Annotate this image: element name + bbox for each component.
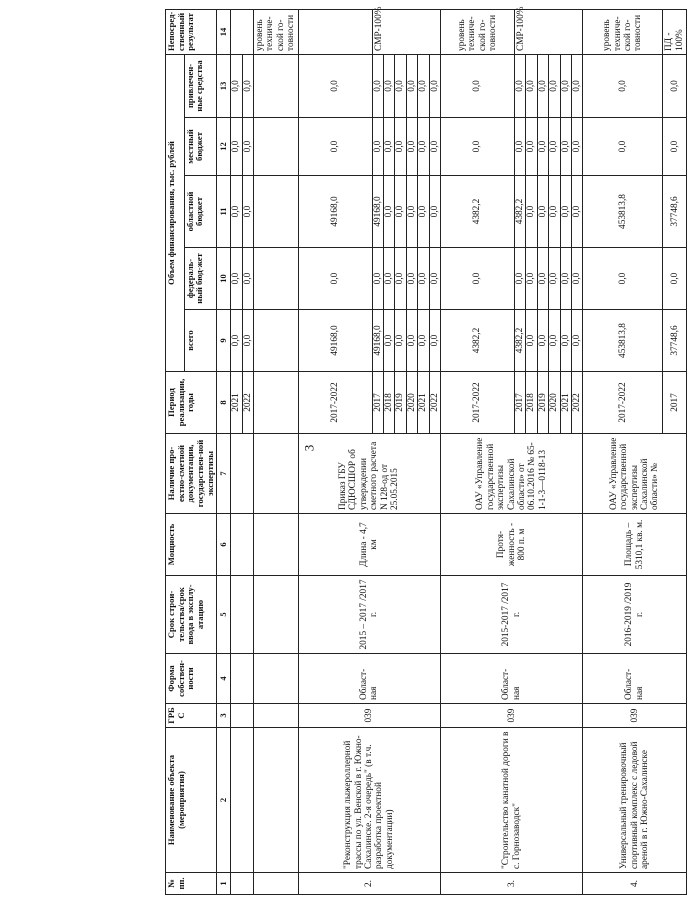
result-cell: СМР-100% xyxy=(372,9,440,54)
column-number: 14 xyxy=(217,9,231,54)
header-docs: Наличие про-ектно-сметной документации, государствен-ной экспертизы xyxy=(166,434,217,514)
header-attracted: привлечен-ные средства xyxy=(184,54,217,117)
empty-cell xyxy=(253,576,298,654)
object-term: 2016-2019 /2019 г. xyxy=(583,576,687,654)
year-cell: 2021 xyxy=(231,372,242,434)
federal-summary: 0,0 xyxy=(583,248,663,310)
total-cell: 4382,2 xyxy=(515,310,526,372)
column-number: 11 xyxy=(217,176,231,248)
total-cell: 0,0 xyxy=(418,310,429,372)
regional-cell: 0,0 xyxy=(383,176,394,248)
year-cell: 2017 xyxy=(515,372,526,434)
federal-summary: 0,0 xyxy=(298,248,372,310)
header-total: всего xyxy=(184,310,217,372)
total-cell: 37748,6 xyxy=(663,310,687,372)
object-capacity: Длина - 4,7 км xyxy=(298,514,440,576)
regional-cell: 0,0 xyxy=(537,176,548,248)
empty-cell xyxy=(231,514,254,576)
attracted-cell: 0,0 xyxy=(231,54,242,117)
object-row xyxy=(583,9,663,894)
header-ownership: Форма собствен-ности xyxy=(166,654,217,704)
attracted-cell: 0,0 xyxy=(418,54,429,117)
attracted-cell: 0,0 xyxy=(663,54,687,117)
attracted-cell: 0,0 xyxy=(515,54,526,117)
empty-cell xyxy=(253,54,298,117)
header-name: Наименование объекта (мероприятия) xyxy=(166,728,217,873)
local-cell: 0,0 xyxy=(572,118,583,176)
object-name: Универсальный тренировочный спортивный комплекс с ледовой ареной в г. Южно-Сахалинске xyxy=(583,728,687,873)
object-term: 2015-2017 /2017 г. xyxy=(441,576,583,654)
result-cell xyxy=(231,9,254,54)
empty-cell xyxy=(253,654,298,704)
attracted-cell: 0,0 xyxy=(572,54,583,117)
federal-cell: 0,0 xyxy=(429,248,440,310)
empty-cell xyxy=(253,728,298,873)
total-cell: 0,0 xyxy=(549,310,560,372)
object-docs: ОАУ «Управление государственной экспертизы Сахалинской области» № xyxy=(583,434,687,514)
object-row xyxy=(441,9,515,894)
federal-cell: 0,0 xyxy=(231,248,242,310)
local-cell: 0,0 xyxy=(406,118,417,176)
regional-cell: 0,0 xyxy=(572,176,583,248)
local-cell: 0,0 xyxy=(537,118,548,176)
total-cell: 0,0 xyxy=(526,310,537,372)
total-cell: 49168,0 xyxy=(372,310,383,372)
header-funding: Объем финансирования, тыс. рублей xyxy=(166,54,185,371)
local-cell: 0,0 xyxy=(231,118,242,176)
header-regional: областной бюджет xyxy=(184,176,217,248)
empty-cell xyxy=(231,873,254,895)
year-cell: 2017 xyxy=(663,372,687,434)
regional-cell: 0,0 xyxy=(560,176,571,248)
total-cell: 0,0 xyxy=(537,310,548,372)
object-num: 3. xyxy=(441,873,583,895)
regional-cell: 0,0 xyxy=(406,176,417,248)
empty-cell xyxy=(231,728,254,873)
total-cell: 0,0 xyxy=(383,310,394,372)
header-num: № пп. xyxy=(166,873,217,895)
header-federal: федераль-ный бюд-жет xyxy=(184,248,217,310)
object-docs: Приказ ГБУ СДЮСШОР об утверждении сметного расчета N 128-од от 25.05.2015 xyxy=(298,434,440,514)
local-cell: 0,0 xyxy=(526,118,537,176)
federal-cell: 0,0 xyxy=(418,248,429,310)
table-row xyxy=(231,9,242,894)
federal-cell: 0,0 xyxy=(406,248,417,310)
federal-cell: 0,0 xyxy=(526,248,537,310)
empty-cell xyxy=(231,704,254,728)
object-ownership: Област-ная xyxy=(583,654,687,704)
header-result: Непосред-ственный результат xyxy=(166,9,217,54)
local-cell: 0,0 xyxy=(242,118,253,176)
federal-cell: 0,0 xyxy=(242,248,253,310)
local-cell: 0,0 xyxy=(418,118,429,176)
year-cell: 2020 xyxy=(406,372,417,434)
object-term: 2015 – 2017 /2017 г. xyxy=(298,576,440,654)
empty-cell xyxy=(231,654,254,704)
local-summary: 0,0 xyxy=(441,118,515,176)
attracted-cell: 0,0 xyxy=(537,54,548,117)
regional-cell: 37748,6 xyxy=(663,176,687,248)
attracted-cell: 0,0 xyxy=(372,54,383,117)
year-cell: 2017 xyxy=(372,372,383,434)
result-cell: ПД - 100% xyxy=(663,9,687,54)
object-capacity: Площадь – 5310,1 кв. м. xyxy=(583,514,687,576)
local-cell: 0,0 xyxy=(395,118,406,176)
period-cell: 2017-2022 xyxy=(583,372,663,434)
year-cell: 2021 xyxy=(560,372,571,434)
column-number: 12 xyxy=(217,118,231,176)
year-cell: 2022 xyxy=(572,372,583,434)
table-body xyxy=(231,6,687,894)
total-cell: 0,0 xyxy=(395,310,406,372)
empty-cell xyxy=(253,118,298,176)
column-number: 13 xyxy=(217,54,231,117)
table-row xyxy=(253,9,298,894)
empty-cell xyxy=(253,434,298,514)
regional-cell: 49168,0 xyxy=(372,176,383,248)
object-grbs: 039 xyxy=(583,704,687,728)
column-number: 4 xyxy=(217,654,231,704)
regional-summary: 453813,8 xyxy=(583,176,663,248)
result-cell: уровень техниче-ской го-товности xyxy=(583,9,663,54)
regional-cell: 0,0 xyxy=(242,176,253,248)
total-cell: 0,0 xyxy=(231,310,242,372)
empty-cell xyxy=(231,576,254,654)
attracted-cell: 0,0 xyxy=(429,54,440,117)
result-cell: уровень техниче-ской го-товности xyxy=(253,9,298,54)
regional-cell: 4382,2 xyxy=(515,176,526,248)
object-num: 2. xyxy=(298,873,440,895)
column-number: 8 xyxy=(217,372,231,434)
object-capacity: Протя-женность - 800 п. м xyxy=(441,514,583,576)
header-grbs: ГРБ С xyxy=(166,704,217,728)
header-capacity: Мощность xyxy=(166,514,217,576)
result-cell: СМР-100% xyxy=(515,9,583,54)
attracted-cell: 0,0 xyxy=(406,54,417,117)
federal-cell: 0,0 xyxy=(383,248,394,310)
column-number: 3 xyxy=(217,704,231,728)
empty-cell xyxy=(253,514,298,576)
empty-cell xyxy=(253,248,298,310)
attracted-summary: 0,0 xyxy=(298,54,372,117)
column-number: 5 xyxy=(217,576,231,654)
attracted-cell: 0,0 xyxy=(242,54,253,117)
total-cell: 0,0 xyxy=(429,310,440,372)
total-summary: 49168,0 xyxy=(298,310,372,372)
total-summary: 4382,2 xyxy=(441,310,515,372)
column-number: 10 xyxy=(217,248,231,310)
federal-cell: 0,0 xyxy=(515,248,526,310)
attracted-cell: 0,0 xyxy=(560,54,571,117)
object-grbs: 039 xyxy=(441,704,583,728)
object-grbs: 039 xyxy=(298,704,440,728)
regional-cell: 0,0 xyxy=(395,176,406,248)
local-cell: 0,0 xyxy=(549,118,560,176)
object-num: 4. xyxy=(583,873,687,895)
federal-summary: 0,0 xyxy=(441,248,515,310)
empty-cell xyxy=(253,310,298,372)
column-number-row xyxy=(217,9,231,894)
page-number: 3 xyxy=(301,444,317,452)
federal-cell: 0,0 xyxy=(572,248,583,310)
result-cell xyxy=(298,9,372,54)
local-summary: 0,0 xyxy=(583,118,663,176)
column-number: 9 xyxy=(217,310,231,372)
column-number: 7 xyxy=(217,434,231,514)
local-summary: 0,0 xyxy=(298,118,372,176)
regional-summary: 49168,0 xyxy=(298,176,372,248)
object-name: "Строительство канатной дороги в с. Горнозаводск" xyxy=(441,728,583,873)
year-cell: 2021 xyxy=(418,372,429,434)
total-cell: 0,0 xyxy=(560,310,571,372)
federal-cell: 0,0 xyxy=(663,248,687,310)
object-ownership: Област-ная xyxy=(441,654,583,704)
attracted-cell: 0,0 xyxy=(549,54,560,117)
year-cell: 2022 xyxy=(242,372,253,434)
header-term: Срок строи-тельства/срок ввода в эксплу-атацию xyxy=(166,576,217,654)
year-cell: 2022 xyxy=(429,372,440,434)
local-cell: 0,0 xyxy=(515,118,526,176)
attracted-summary: 0,0 xyxy=(583,54,663,117)
federal-cell: 0,0 xyxy=(395,248,406,310)
object-docs: ОАУ «Управление государственной экспертизы Сахалинской области» от 06.10.2016 № 65-1-1-3—0118-13 xyxy=(441,434,583,514)
attracted-cell: 0,0 xyxy=(395,54,406,117)
header-local: местный бюджет xyxy=(184,118,217,176)
total-cell: 0,0 xyxy=(572,310,583,372)
empty-cell xyxy=(253,372,298,434)
regional-cell: 0,0 xyxy=(549,176,560,248)
total-summary: 453813,8 xyxy=(583,310,663,372)
object-name: "Реконструкция лыжероллерной трассы по ул. Венской в г. Южно-Сахалинске. 2-я очередь" (в т.ч. разработка проектной документации) xyxy=(298,728,440,873)
total-cell: 0,0 xyxy=(242,310,253,372)
object-row xyxy=(298,9,372,894)
result-cell: уровень техниче-ской го-товности xyxy=(441,9,515,54)
federal-cell: 0,0 xyxy=(372,248,383,310)
empty-cell xyxy=(253,704,298,728)
local-cell: 0,0 xyxy=(429,118,440,176)
object-ownership: Област-ная xyxy=(298,654,440,704)
federal-cell: 0,0 xyxy=(537,248,548,310)
local-cell: 0,0 xyxy=(383,118,394,176)
period-cell: 2017-2022 xyxy=(298,372,372,434)
regional-summary: 4382,2 xyxy=(441,176,515,248)
total-cell: 0,0 xyxy=(406,310,417,372)
empty-cell xyxy=(253,873,298,895)
year-cell: 2019 xyxy=(537,372,548,434)
regional-cell: 0,0 xyxy=(231,176,242,248)
empty-cell xyxy=(253,176,298,248)
funding-table xyxy=(165,6,687,895)
regional-cell: 0,0 xyxy=(526,176,537,248)
column-number: 2 xyxy=(217,728,231,873)
year-cell: 2018 xyxy=(383,372,394,434)
local-cell: 0,0 xyxy=(663,118,687,176)
federal-cell: 0,0 xyxy=(560,248,571,310)
column-number: 6 xyxy=(217,514,231,576)
empty-cell xyxy=(231,434,254,514)
regional-cell: 0,0 xyxy=(418,176,429,248)
attracted-cell: 0,0 xyxy=(383,54,394,117)
period-cell: 2017-2022 xyxy=(441,372,515,434)
federal-cell: 0,0 xyxy=(549,248,560,310)
year-cell: 2020 xyxy=(549,372,560,434)
attracted-summary: 0,0 xyxy=(441,54,515,117)
rotated-page xyxy=(165,6,685,895)
year-cell: 2019 xyxy=(395,372,406,434)
column-number: 1 xyxy=(217,873,231,895)
local-cell: 0,0 xyxy=(372,118,383,176)
regional-cell: 0,0 xyxy=(429,176,440,248)
local-cell: 0,0 xyxy=(560,118,571,176)
header-period: Период реализации, годы xyxy=(166,372,217,434)
attracted-cell: 0,0 xyxy=(526,54,537,117)
year-cell: 2018 xyxy=(526,372,537,434)
